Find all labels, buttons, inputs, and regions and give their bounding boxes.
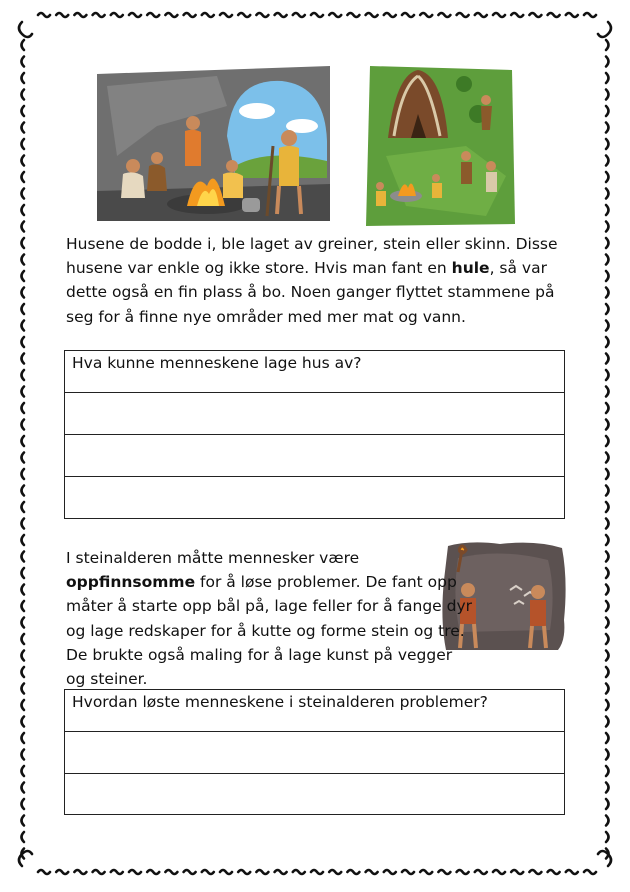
border-curl (457, 870, 469, 874)
border-curl (22, 321, 25, 331)
border-curl (22, 304, 25, 314)
section1-paragraph: Husene de bodde i, ble laget av greiner, stein eller skinn. Disse husene var enkle og ikke store. Hvis man fant en hule, så var dette også en fin plass å bo. Noen ganger flyttet stammene på seg for å finne nye områder med mer mat og vann. (66, 235, 558, 326)
border-curl (548, 870, 560, 874)
border-curl (606, 585, 609, 595)
border-curl (22, 271, 25, 281)
border-curl (19, 22, 32, 37)
border-curl (606, 271, 609, 281)
border-curl (22, 502, 25, 512)
border-curl (202, 13, 214, 17)
border-curl (74, 13, 86, 17)
border-curl (238, 870, 250, 874)
border-curl (511, 870, 523, 874)
border-curl (165, 870, 177, 874)
border-curl (22, 387, 25, 397)
border-curl (606, 420, 609, 430)
border-curl (147, 870, 159, 874)
answer-line[interactable] (65, 393, 564, 435)
cave-family-illustration (97, 66, 330, 221)
border-curl (22, 832, 25, 842)
border-curl (22, 568, 25, 578)
border-curl (366, 13, 378, 17)
border-curl (22, 40, 25, 50)
border-curl (22, 189, 25, 199)
border-curl (606, 601, 609, 611)
border-curl (202, 870, 214, 874)
border-curl (493, 870, 505, 874)
border-curl (606, 799, 609, 809)
border-curl (606, 502, 609, 512)
border-curl (293, 870, 305, 874)
section2-paragraph: I steinalderen måtte mennesker være oppfinnsomme for å løse problemer. De fant opp måter å starte opp bål på, lage feller for å fange dyr og lage redskaper for å kutte og forme stein og tre. De brukte også maling for å lage kunst på vegger og steiner. (66, 549, 473, 689)
answer-line[interactable] (65, 732, 564, 774)
border-curl (606, 40, 609, 50)
border-curl (457, 13, 469, 17)
border-curl (22, 337, 25, 347)
border-curl (256, 13, 268, 17)
border-curl (329, 870, 341, 874)
border-curl (606, 189, 609, 199)
border-curl (529, 13, 541, 17)
border-curl (606, 783, 609, 793)
question-1: Hva kunne menneskene lage hus av? (72, 354, 362, 372)
border-curl (22, 172, 25, 182)
border-curl (606, 552, 609, 562)
border-curl (606, 436, 609, 446)
border-curl (184, 870, 196, 874)
border-curl (402, 870, 414, 874)
border-curl (548, 13, 560, 17)
border-curl (606, 222, 609, 232)
border-curl (22, 123, 25, 133)
border-curl (22, 585, 25, 595)
border-curl (22, 370, 25, 380)
border-curl (606, 288, 609, 298)
border-curl (606, 205, 609, 215)
border-curl (493, 13, 505, 17)
border-curl (598, 851, 611, 866)
border-curl (311, 870, 323, 874)
border-curl (22, 667, 25, 677)
border-curl (22, 535, 25, 545)
border-curl (22, 156, 25, 166)
border-curl (220, 870, 232, 874)
border-curl (606, 667, 609, 677)
border-curl (22, 436, 25, 446)
border-curl (606, 238, 609, 248)
border-curl (606, 90, 609, 100)
border-curl (184, 13, 196, 17)
border-curl (366, 870, 378, 874)
border-curl (347, 870, 359, 874)
border-curl (238, 13, 250, 17)
border-curl (606, 321, 609, 331)
answer-line[interactable] (65, 774, 564, 814)
answer-line[interactable] (65, 690, 564, 732)
border-curl (22, 783, 25, 793)
border-curl (606, 123, 609, 133)
border-curl (584, 870, 596, 874)
border-curl (22, 354, 25, 364)
border-curl (475, 13, 487, 17)
border-curl (606, 733, 609, 743)
border-curl (606, 57, 609, 67)
border-curl (420, 870, 432, 874)
border-curl (606, 255, 609, 265)
border-curl (22, 684, 25, 694)
border-curl (529, 870, 541, 874)
border-curl (606, 684, 609, 694)
border-curl (475, 870, 487, 874)
border-curl (129, 870, 141, 874)
border-curl (606, 519, 609, 529)
border-curl (22, 733, 25, 743)
keyword-oppfinnsomme: oppfinnsomme (66, 573, 196, 592)
border-curl (22, 255, 25, 265)
question-2: Hvordan løste menneskene i steinalderen problemer? (72, 693, 488, 711)
border-curl (22, 420, 25, 430)
border-curl (22, 750, 25, 760)
answer-line[interactable] (65, 351, 564, 393)
border-curl (275, 13, 287, 17)
border-curl (566, 13, 578, 17)
border-curl (22, 766, 25, 776)
border-curl (22, 469, 25, 479)
border-curl (606, 139, 609, 149)
border-curl (22, 453, 25, 463)
border-curl (22, 634, 25, 644)
border-curl (22, 799, 25, 809)
border-curl (438, 870, 450, 874)
border-curl (384, 870, 396, 874)
border-curl (347, 13, 359, 17)
hut-village-illustration (366, 66, 515, 226)
border-curl (511, 13, 523, 17)
border-curl (22, 205, 25, 215)
border-curl (19, 851, 32, 866)
border-curl (22, 519, 25, 529)
border-curl (22, 717, 25, 727)
border-curl (566, 870, 578, 874)
border-curl (22, 288, 25, 298)
border-curl (22, 106, 25, 116)
answer-line[interactable] (65, 477, 564, 518)
border-curl (22, 700, 25, 710)
answer-line[interactable] (65, 435, 564, 477)
border-curl (606, 304, 609, 314)
border-curl (22, 222, 25, 232)
answer-box-2 (64, 689, 565, 815)
border-curl (606, 832, 609, 842)
border-curl (402, 13, 414, 17)
border-curl (129, 13, 141, 17)
border-curl (606, 403, 609, 413)
border-curl (275, 870, 287, 874)
border-curl (22, 486, 25, 496)
border-curl (606, 568, 609, 578)
border-curl (606, 73, 609, 83)
border-curl (22, 73, 25, 83)
border-curl (22, 238, 25, 248)
border-curl (56, 870, 68, 874)
border-curl (384, 13, 396, 17)
border-curl (606, 618, 609, 628)
border-curl (606, 816, 609, 826)
border-curl (220, 13, 232, 17)
border-curl (606, 634, 609, 644)
border-curl (606, 337, 609, 347)
border-curl (22, 601, 25, 611)
border-curl (22, 139, 25, 149)
border-curl (606, 370, 609, 380)
border-curl (420, 13, 432, 17)
border-curl (606, 354, 609, 364)
border-curl (256, 870, 268, 874)
border-curl (329, 13, 341, 17)
border-curl (584, 13, 596, 17)
border-curl (22, 403, 25, 413)
border-curl (606, 750, 609, 760)
border-curl (22, 57, 25, 67)
border-curl (606, 766, 609, 776)
border-curl (606, 700, 609, 710)
border-curl (22, 90, 25, 100)
border-curl (606, 453, 609, 463)
border-curl (598, 22, 611, 37)
border-curl (22, 618, 25, 628)
border-curl (606, 651, 609, 661)
border-curl (606, 535, 609, 545)
border-curl (606, 387, 609, 397)
border-curl (38, 13, 50, 17)
border-curl (165, 13, 177, 17)
border-curl (111, 13, 123, 17)
border-curl (22, 816, 25, 826)
border-curl (606, 106, 609, 116)
border-curl (293, 13, 305, 17)
keyword-hule: hule (451, 259, 490, 278)
border-curl (606, 172, 609, 182)
border-curl (38, 870, 50, 874)
border-curl (606, 717, 609, 727)
border-curl (22, 552, 25, 562)
border-curl (147, 13, 159, 17)
border-curl (606, 156, 609, 166)
border-curl (56, 13, 68, 17)
border-curl (74, 870, 86, 874)
border-curl (606, 486, 609, 496)
border-curl (606, 469, 609, 479)
border-curl (311, 13, 323, 17)
border-curl (111, 870, 123, 874)
border-curl (438, 13, 450, 17)
answer-box-1 (64, 350, 565, 519)
border-curl (22, 651, 25, 661)
border-curl (93, 870, 105, 874)
border-curl (93, 13, 105, 17)
